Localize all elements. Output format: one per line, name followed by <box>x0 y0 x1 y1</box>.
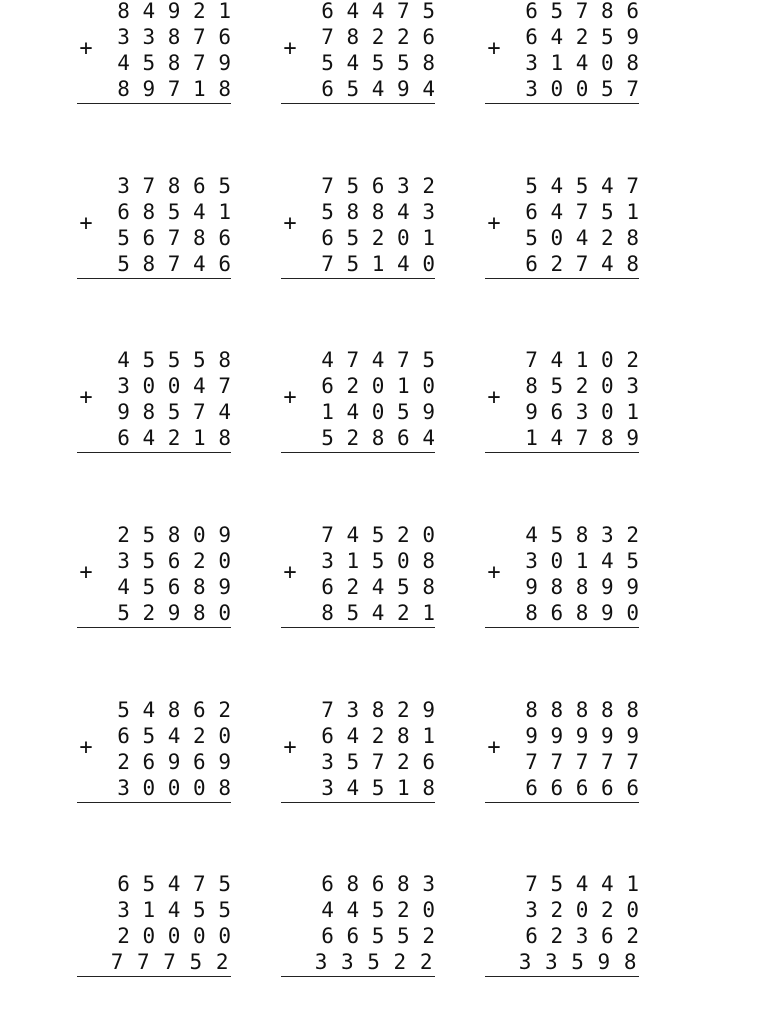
addend-row: 3 5 7 2 6 <box>321 750 435 774</box>
addend-row: 6 5 4 2 0 <box>117 724 231 748</box>
plus-sign: + <box>283 36 297 61</box>
addend-row: 5 8 7 4 6 <box>117 252 231 276</box>
sum-line <box>77 802 231 803</box>
addend-row: 5 4 5 5 8 <box>321 51 435 75</box>
addend-row: 3 0 0 4 7 <box>117 374 231 398</box>
addend-row: 6 8 5 4 1 <box>117 200 231 224</box>
sum-line <box>485 627 639 628</box>
addend-row: 7 4 5 2 0 <box>321 523 435 547</box>
addend-row: 6 4 4 7 5 <box>321 0 435 23</box>
plus-sign: + <box>283 735 297 760</box>
addend-row: 5 6 7 8 6 <box>117 226 231 250</box>
addition-problem <box>484 347 639 477</box>
answer-row: 7 7 7 5 2 <box>110 950 229 974</box>
answer-row: 3 3 5 9 8 <box>518 950 637 974</box>
addend-row: 6 6 5 5 2 <box>321 924 435 948</box>
addend-row: 2 5 8 0 9 <box>117 523 231 547</box>
addend-row: 5 4 8 6 2 <box>117 698 231 722</box>
addition-problem <box>76 697 231 827</box>
addition-problem <box>484 871 639 1001</box>
addend-row: 8 5 2 0 3 <box>525 374 639 398</box>
addition-problem <box>280 0 435 128</box>
addend-row: 6 5 7 8 6 <box>525 0 639 23</box>
addition-problem <box>484 173 639 303</box>
addend-row: 2 6 9 6 9 <box>117 750 231 774</box>
addend-row: 7 8 2 2 6 <box>321 25 435 49</box>
addend-row: 5 8 8 4 3 <box>321 200 435 224</box>
addition-problem <box>280 522 435 652</box>
addition-problem <box>280 347 435 477</box>
plus-sign: + <box>487 735 501 760</box>
addend-row: 7 5 6 3 2 <box>321 174 435 198</box>
addition-problem <box>280 173 435 303</box>
addend-row: 3 1 4 0 8 <box>525 51 639 75</box>
answer-row: 3 3 5 2 2 <box>314 950 433 974</box>
addend-row: 3 7 8 6 5 <box>117 174 231 198</box>
plus-sign: + <box>79 560 93 585</box>
addend-row: 6 6 6 6 6 <box>525 776 639 800</box>
addend-row: 9 6 3 0 1 <box>525 400 639 424</box>
plus-sign: + <box>79 385 93 410</box>
sum-line <box>281 278 435 279</box>
plus-sign: + <box>487 385 501 410</box>
addend-row: 6 2 0 1 0 <box>321 374 435 398</box>
addend-row: 4 5 8 7 9 <box>117 51 231 75</box>
addend-row: 6 5 4 7 5 <box>117 872 231 896</box>
sum-line <box>281 103 435 104</box>
addend-row: 3 0 0 5 7 <box>525 77 639 101</box>
addend-row: 9 8 8 9 9 <box>525 575 639 599</box>
addend-row: 6 4 2 8 1 <box>321 724 435 748</box>
addend-row: 7 7 7 7 7 <box>525 750 639 774</box>
sum-line <box>77 627 231 628</box>
addend-row: 6 2 3 6 2 <box>525 924 639 948</box>
addend-row: 3 3 8 7 6 <box>117 25 231 49</box>
addend-row: 8 5 4 2 1 <box>321 601 435 625</box>
sum-line <box>281 452 435 453</box>
addition-problem <box>484 522 639 652</box>
addend-row: 4 5 5 5 8 <box>117 348 231 372</box>
addend-row: 3 1 5 0 8 <box>321 549 435 573</box>
plus-sign: + <box>487 560 501 585</box>
addend-row: 7 3 8 2 9 <box>321 698 435 722</box>
addend-row: 1 4 0 5 9 <box>321 400 435 424</box>
addend-row: 8 8 8 8 8 <box>525 698 639 722</box>
addend-row: 8 9 7 1 8 <box>117 77 231 101</box>
addition-problem <box>280 697 435 827</box>
addend-row: 3 2 0 2 0 <box>525 898 639 922</box>
addend-row: 9 8 5 7 4 <box>117 400 231 424</box>
addend-row: 6 4 7 5 1 <box>525 200 639 224</box>
addend-row: 6 8 6 8 3 <box>321 872 435 896</box>
addend-row: 7 5 4 4 1 <box>525 872 639 896</box>
sum-line <box>485 278 639 279</box>
addition-problem <box>76 522 231 652</box>
addend-row: 3 4 5 1 8 <box>321 776 435 800</box>
addend-row: 3 5 6 2 0 <box>117 549 231 573</box>
addition-problem <box>484 697 639 827</box>
addend-row: 3 0 1 4 5 <box>525 549 639 573</box>
addend-row: 1 4 7 8 9 <box>525 426 639 450</box>
sum-line <box>485 103 639 104</box>
addition-problem <box>76 347 231 477</box>
plus-sign: + <box>79 735 93 760</box>
plus-sign: + <box>283 211 297 236</box>
sum-line <box>281 627 435 628</box>
plus-sign: + <box>79 211 93 236</box>
plus-sign: + <box>283 385 297 410</box>
addend-row: 6 5 4 9 4 <box>321 77 435 101</box>
addend-row: 4 5 6 8 9 <box>117 575 231 599</box>
plus-sign: + <box>283 560 297 585</box>
addend-row: 5 2 9 8 0 <box>117 601 231 625</box>
sum-line <box>77 278 231 279</box>
addend-row: 3 0 0 0 8 <box>117 776 231 800</box>
addend-row: 3 1 4 5 5 <box>117 898 231 922</box>
addend-row: 4 4 5 2 0 <box>321 898 435 922</box>
addend-row: 6 4 2 1 8 <box>117 426 231 450</box>
plus-sign: + <box>487 36 501 61</box>
sum-line <box>281 976 435 977</box>
addend-row: 6 5 2 0 1 <box>321 226 435 250</box>
addend-row: 8 4 9 2 1 <box>117 0 231 23</box>
addend-row: 6 4 2 5 9 <box>525 25 639 49</box>
addend-row: 7 4 1 0 2 <box>525 348 639 372</box>
addition-problem <box>280 871 435 1001</box>
addition-problem <box>76 871 231 1001</box>
addition-problem <box>76 173 231 303</box>
addend-row: 4 5 8 3 2 <box>525 523 639 547</box>
addend-row: 5 4 5 4 7 <box>525 174 639 198</box>
sum-line <box>77 976 231 977</box>
sum-line <box>485 976 639 977</box>
addend-row: 4 7 4 7 5 <box>321 348 435 372</box>
sum-line <box>485 452 639 453</box>
addend-row: 2 0 0 0 0 <box>117 924 231 948</box>
addition-problem <box>484 0 639 128</box>
addend-row: 9 9 9 9 9 <box>525 724 639 748</box>
addition-problem <box>76 0 231 128</box>
sum-line <box>77 103 231 104</box>
addend-row: 7 5 1 4 0 <box>321 252 435 276</box>
plus-sign: + <box>487 211 501 236</box>
addend-row: 6 2 4 5 8 <box>321 575 435 599</box>
addend-row: 8 6 8 9 0 <box>525 601 639 625</box>
addend-row: 6 2 7 4 8 <box>525 252 639 276</box>
sum-line <box>485 802 639 803</box>
addend-row: 5 2 8 6 4 <box>321 426 435 450</box>
plus-sign: + <box>79 36 93 61</box>
sum-line <box>281 802 435 803</box>
addend-row: 5 0 4 2 8 <box>525 226 639 250</box>
sum-line <box>77 452 231 453</box>
